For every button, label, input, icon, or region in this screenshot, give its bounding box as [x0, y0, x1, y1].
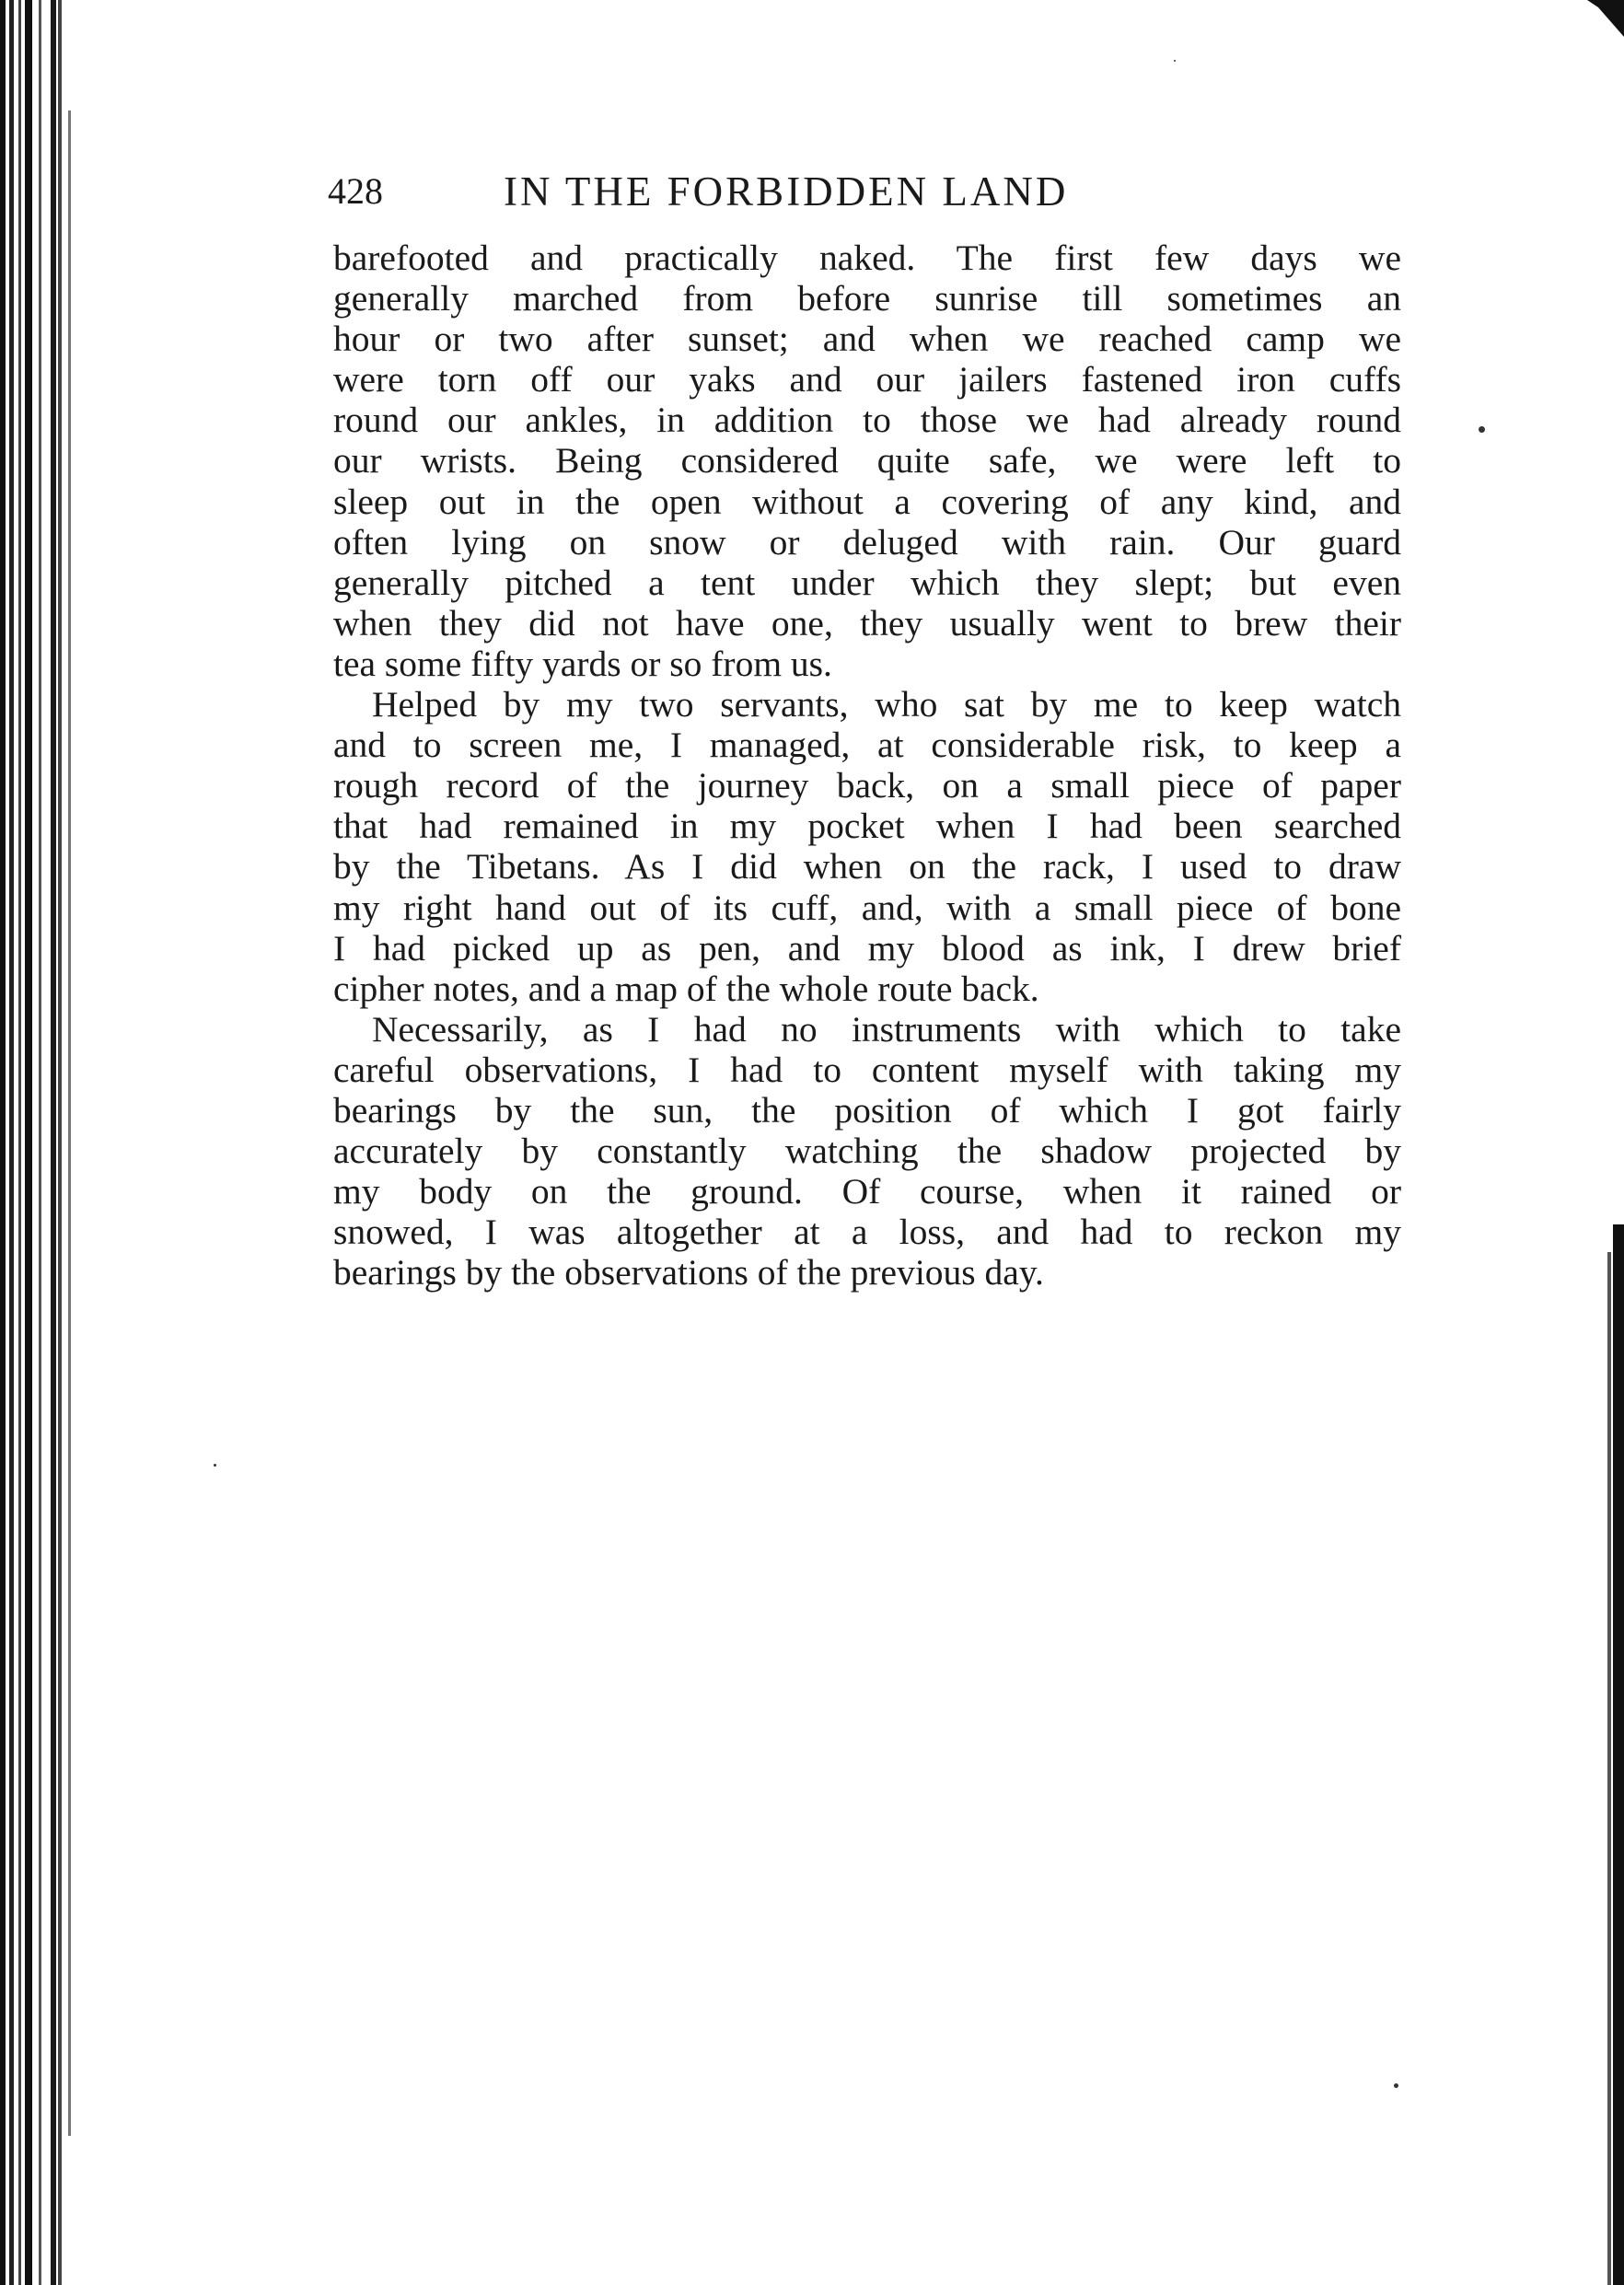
paragraph	[333, 238, 1401, 684]
binding-edge-left	[0, 0, 83, 2285]
text-line: tea some fifty yards or so from us.	[333, 643, 832, 684]
body-text	[333, 238, 1401, 1293]
text-line: round our ankles, in addition to those we had already round	[333, 400, 1401, 441]
text-line: hour or two after sunset; and when we reached camp we	[333, 319, 1401, 360]
text-line: Necessarily, as I had no instruments with which to take	[372, 1008, 1401, 1050]
text-line: accurately by constantly watching the shadow projected by	[333, 1131, 1401, 1172]
text-line: by the Tibetans. As I did when on the rack, I used to draw	[333, 846, 1401, 887]
scan-speck	[1479, 426, 1485, 433]
text-line: my right hand out of its cuff, and, with a small piece of bone	[333, 887, 1401, 928]
text-line: bearings by the observations of the previous day.	[333, 1252, 1044, 1293]
text-line: generally pitched a tent under which they slept; but even	[333, 562, 1401, 603]
text-line: cipher notes, and a map of the whole route back.	[333, 968, 1039, 1009]
running-title: IN THE FORBIDDEN LAND	[504, 168, 1069, 215]
text-line: generally marched from before sunrise till sometimes an	[333, 278, 1401, 319]
page-number: 428	[328, 170, 383, 212]
text-line: our wrists. Being considered quite safe, we were left to	[333, 440, 1401, 481]
page-edge-right	[1587, 0, 1624, 2285]
text-line: bearings by the sun, the position of which I got fairly	[333, 1089, 1401, 1131]
text-line: careful observations, I had to content myself with taking my	[333, 1049, 1401, 1090]
text-line: and to screen me, I managed, at considerable risk, to keep a	[333, 725, 1401, 766]
text-line: barefooted and practically naked. The first few days we	[333, 238, 1401, 278]
text-line: snowed, I was altogether at a loss, and had to reckon my	[333, 1212, 1401, 1253]
text-line: that had remained in my pocket when I had been searched	[333, 806, 1401, 847]
paragraph	[333, 1009, 1401, 1293]
text-line: when they did not have one, they usually went to brew their	[333, 602, 1401, 644]
text-line: rough record of the journey back, on a small piece of paper	[333, 765, 1401, 806]
text-line: often lying on snow or deluged with rain. Our guard	[333, 521, 1401, 563]
scan-speck	[214, 1464, 216, 1467]
scan-speck	[1394, 2083, 1398, 2088]
text-line: my body on the ground. Of course, when it rained or	[333, 1171, 1401, 1212]
text-line: I had picked up as pen, and my blood as ink, I drew brief	[333, 927, 1401, 969]
text-line: were torn off our yaks and our jailers fastened iron cuffs	[333, 359, 1401, 400]
page-header	[328, 164, 1405, 219]
scan-speck	[1174, 60, 1176, 62]
text-line: sleep out in the open without a covering of any kind, and	[333, 481, 1401, 522]
paragraph	[333, 684, 1401, 1009]
text-line: Helped by my two servants, who sat by me to keep watch	[372, 684, 1401, 725]
